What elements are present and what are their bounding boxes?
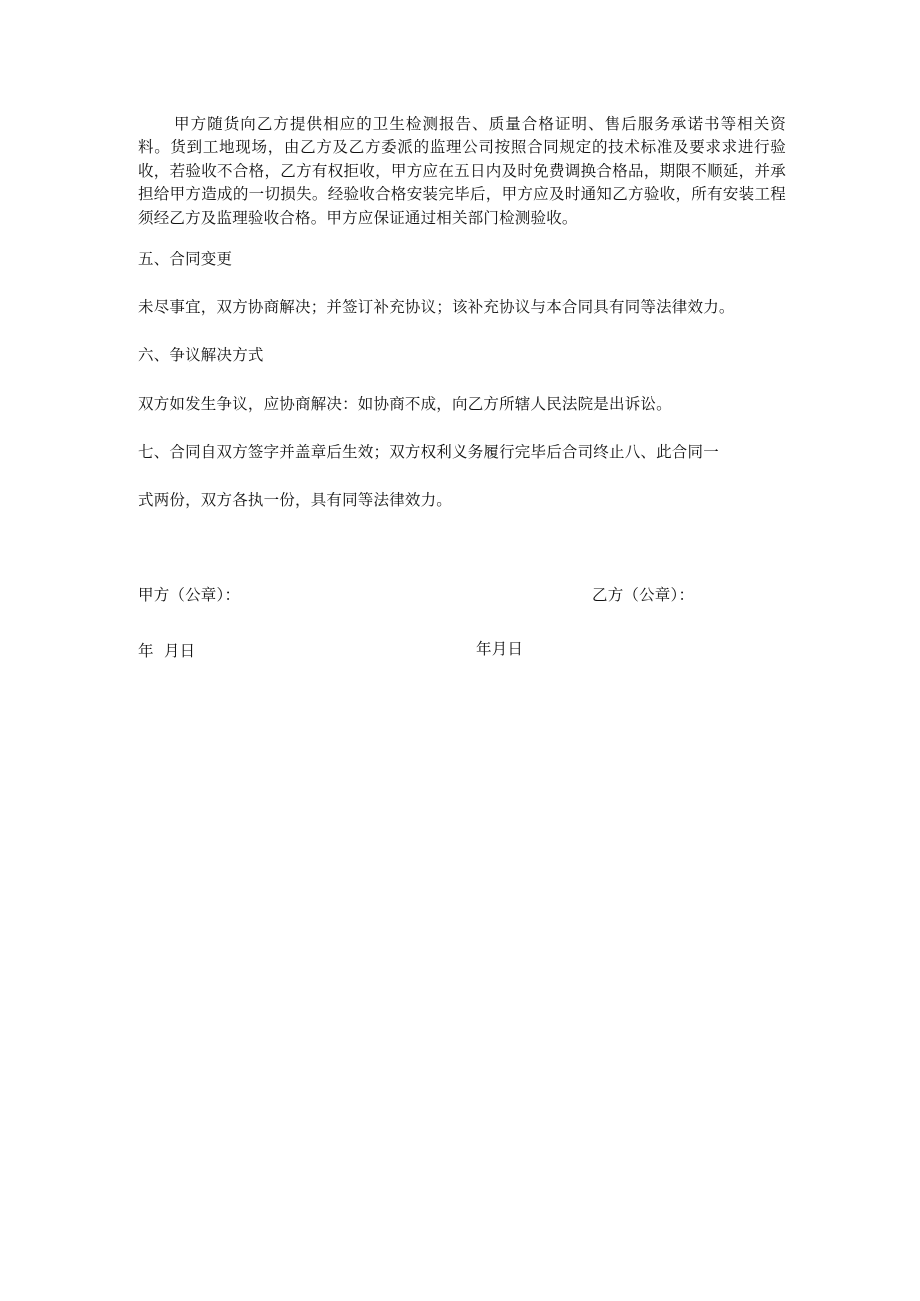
party-b-date: 年月日	[476, 640, 524, 658]
section-5-body: 未尽事宜，双方协商解决；并签订补充协议；该补充协议与本合同具有同等法律效力。	[138, 298, 735, 316]
section-5-heading: 五、合同变更	[138, 250, 233, 268]
section-7-line-1: 七、合同自双方签字并盖章后生效；双方权利义务履行完毕后合司终止八、此合同一	[138, 443, 719, 461]
party-a-seal-label: 甲方（公章）：	[138, 586, 241, 604]
delivery-inspection-paragraph: 甲方随货向乙方提供相应的卫生检测报告、质量合格证明、售后服务承诺书等相关资料。货到工地现场，由乙方及乙方委派的监理公司按照合同规定的技术标准及要求求进行验收，若验收不合格，乙方有权拒收，甲方应在五日内及时免费调换合格品，期限不顺延，并承担给甲方造成的一切损失。经验收合格安装完毕后，甲方应及时通知乙方验收，所有安装工程须经乙方及监理验收合格。甲方应保证通过相关部门检测验收。	[138, 115, 786, 227]
section-7-line-2: 式两份，双方各执一份，具有同等法律效力。	[138, 491, 453, 509]
section-6-heading: 六、争议解决方式	[138, 346, 264, 364]
party-a-date: 年 月日	[138, 642, 196, 660]
party-b-seal-label: 乙方（公章）：	[592, 586, 695, 604]
section-6-body: 双方如发生争议，应协商解决：如协商不成，向乙方所辖人民法院是出诉讼。	[138, 395, 672, 413]
